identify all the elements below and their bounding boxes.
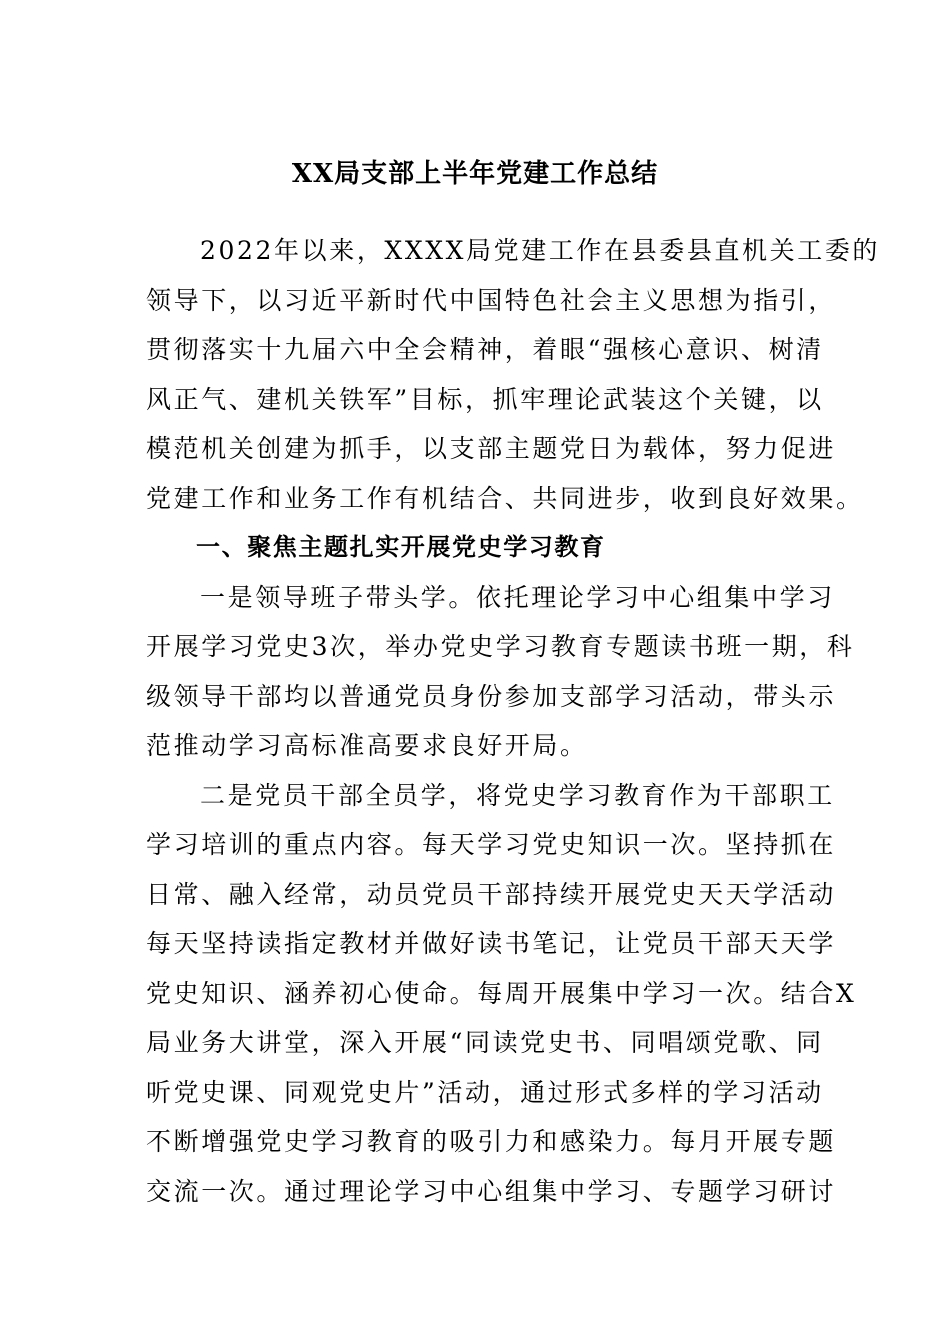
- text-line: 风正气、建机关铁军”目标，抓牢理论武装这个关键，以: [146, 384, 824, 414]
- text-line: 局业务大讲堂，深入开展“同读党史书、同唱颂党歌、同: [146, 1028, 824, 1057]
- text-line: 不断增强党史学习教育的吸引力和感染力。每月开展专题: [146, 1127, 837, 1156]
- text-line: 开展学习党史3次，举办党史学习教育专题读书班一期，科: [146, 632, 855, 661]
- paragraph-all-members: [146, 771, 857, 1217]
- document-body: [146, 226, 881, 1216]
- paragraph-intro: [146, 226, 881, 523]
- text-line: 模范机关创建为抓手，以支部主题党日为载体，努力促进: [146, 434, 837, 463]
- text-line: 二是党员干部全员学，将党史学习教育作为干部职工: [200, 780, 835, 810]
- text-line: 领导下，以习近平新时代中国特色社会主义思想为指引，: [146, 285, 837, 315]
- text-line: 日常、融入经常，动员党员干部持续开展党史天天学活动: [146, 879, 837, 909]
- text-line: 2022年以来，XXXX局党建工作在县委县直机关工委的: [200, 236, 881, 265]
- text-line: 贯彻落实十九届六中全会精神，着眼“强核心意识、树清: [146, 335, 824, 364]
- text-line: 听党史课、同观党史片”活动，通过形式多样的学习活动: [146, 1077, 824, 1107]
- document-title: XX局支部上半年党建工作总结: [291, 159, 659, 189]
- section-heading: 一、聚焦主题扎实开展党史学习教育: [196, 533, 606, 561]
- paragraph-leadership: [146, 573, 855, 771]
- text-line: 交流一次。通过理论学习中心组集中学习、专题学习研讨: [146, 1176, 837, 1206]
- text-line: 党建工作和业务工作有机结合、共同进步，收到良好效果。: [146, 483, 864, 513]
- text-line: 级领导干部均以普通党员身份参加支部学习活动，带头示: [146, 681, 837, 711]
- text-line: 学习培训的重点内容。每天学习党史知识一次。坚持抓在: [146, 830, 837, 859]
- text-line: 范推动学习高标准高要求良好开局。: [146, 731, 588, 760]
- text-line: 党史知识、涵养初心使命。每周开展集中学习一次。结合X: [146, 978, 857, 1008]
- text-line: 每天坚持读指定教材并做好读书笔记，让党员干部天天学: [146, 929, 837, 958]
- text-line: 一是领导班子带头学。依托理论学习中心组集中学习: [200, 582, 835, 612]
